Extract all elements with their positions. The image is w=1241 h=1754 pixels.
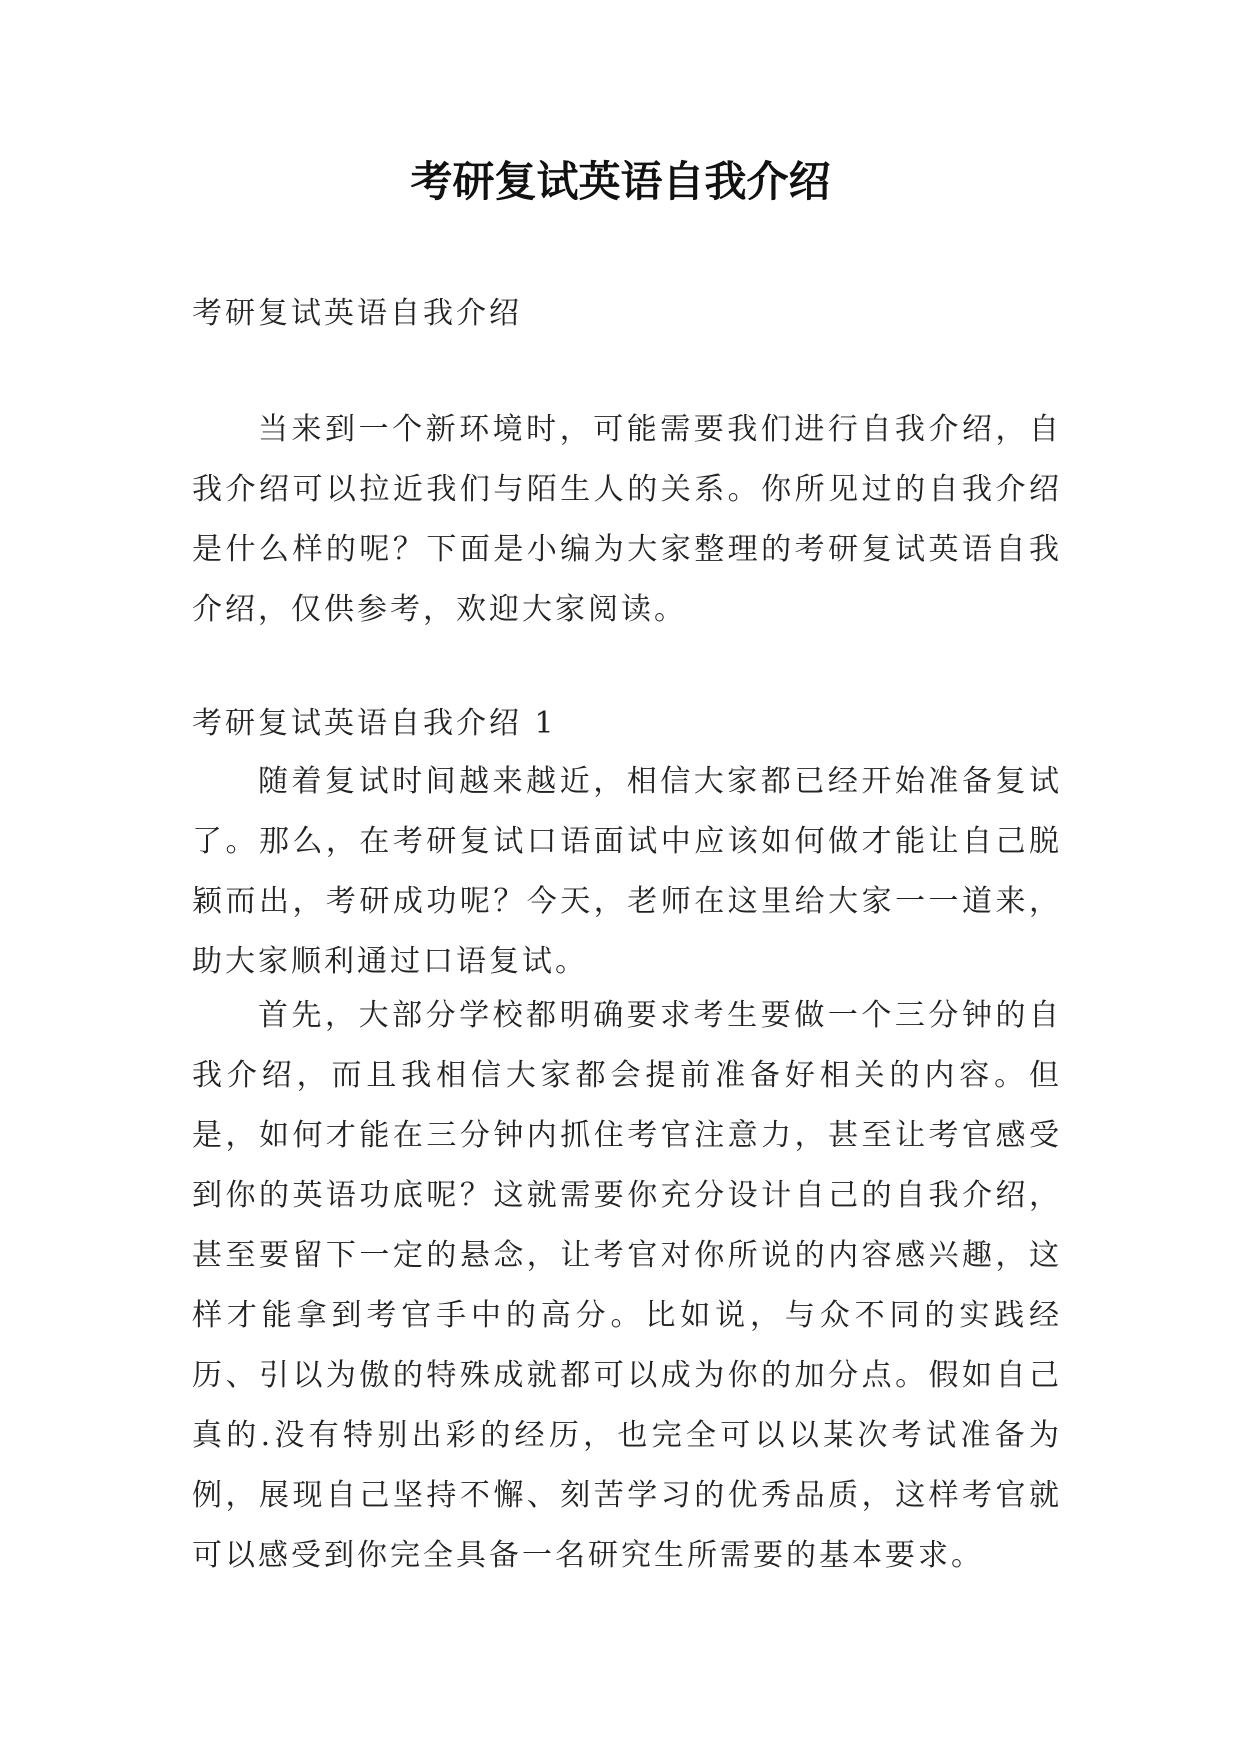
document-title: 考研复试英语自我介绍 xyxy=(410,157,831,206)
body-paragraph-1: 随着复试时间越来越近，相信大家都已经开始准备复试了。那么，在考研复试口语面试中应该如何做才能让自己脱颖而出，考研成功呢？今天，老师在这里给大家一一道来，助大家顺利通过口语复试。 xyxy=(192,764,1062,979)
document-subtitle: 考研复试英语自我介绍 xyxy=(192,296,522,331)
body-paragraph-2: 首先，大部分学校都明确要求考生要做一个三分钟的自我介绍，而且我相信大家都会提前准备好相关的内容。但是，如何才能在三分钟内抓住考官注意力，甚至让考官感受到你的英语功底呢？这就需要你充分设计自己的自我介绍，甚至要留下一定的悬念，让考官对你所说的内容感兴趣，这样才能拿到考官手中的高分。比如说，与众不同的实践经历、引以为傲的特殊成就都可以成为你的加分点。假如自己真的.没有特别出彩的经历，也完全可以以某次考试准备为例，展现自己坚持不懈、刻苦学习的优秀品质，这样考官就可以感受到你完全具备一名研究生所需要的基本要求。 xyxy=(192,998,1062,1573)
section-heading: 考研复试英语自我介绍 1 xyxy=(192,706,557,741)
intro-paragraph: 当来到一个新环境时，可能需要我们进行自我介绍，自我介绍可以拉近我们与陌生人的关系。你所见过的自我介绍是什么样的呢？下面是小编为大家整理的考研复试英语自我介绍，仅供参考，欢迎大家阅读。 xyxy=(192,412,1062,627)
